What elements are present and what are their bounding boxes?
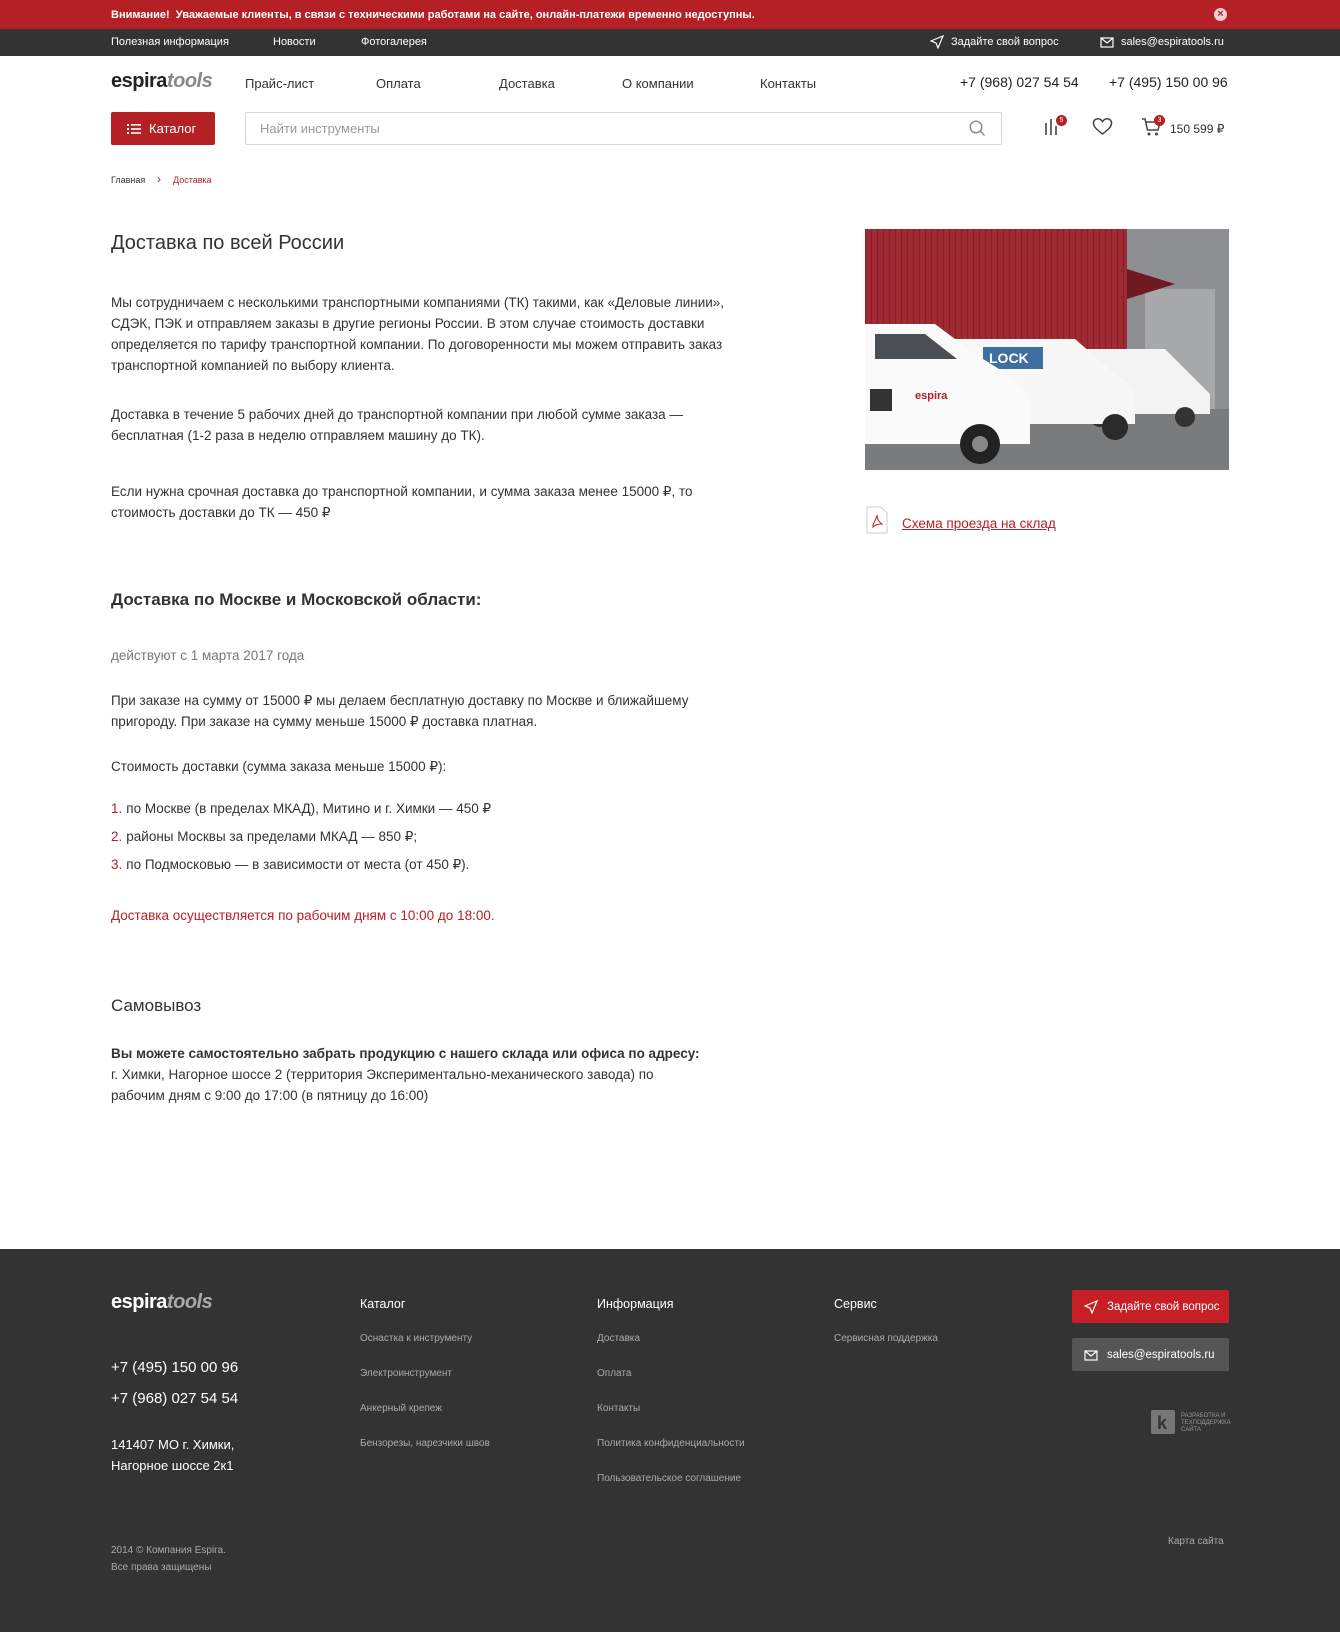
developer-text: РАЗРАБОТКА И ТЕХПОДДЕРЖКА САЙТА [1181, 1413, 1231, 1433]
nav-delivery[interactable]: Доставка [499, 76, 555, 91]
search-icon[interactable] [969, 120, 986, 137]
paragraph-pickup: Вы можете самостоятельно забрать продукцию с нашего склада или офиса по адресу: г. Химки, Нагорное шоссе 2 (территория Экспериментально-механического завода) по рабочим дням с 9:00 до 17:00 (в пятницу до 16:00) [111, 1046, 700, 1103]
cost-title: Стоимость доставки (сумма заказа меньше 15000 ₽): [111, 759, 447, 774]
topbar-email-link[interactable]: sales@espiratools.ru [1121, 36, 1224, 48]
nav-price-list[interactable]: Прайс-лист [245, 76, 315, 91]
menu-icon [127, 123, 141, 135]
developer-logo[interactable] [1151, 1410, 1175, 1439]
nav-about[interactable]: О компании [622, 76, 694, 91]
search-input[interactable] [245, 112, 1002, 145]
header-phone-1[interactable]: +7 (968) 027 54 54 [960, 74, 1079, 90]
send-icon [1084, 1300, 1098, 1314]
topbar-link-gallery[interactable]: Фотогалерея [361, 36, 427, 48]
scheme-link[interactable]: Схема проезда на склад [902, 516, 1056, 531]
footer-info-link[interactable]: Пользовательское соглашение [597, 1473, 742, 1484]
close-icon[interactable]: × [1214, 8, 1227, 21]
vans-illustration [865, 229, 1229, 470]
footer-address: 141407 МО г. Химки, Нагорное шоссе 2к1 [111, 1437, 235, 1473]
top-bar [0, 29, 1340, 56]
nav-contacts[interactable]: Контакты [760, 76, 817, 91]
footer-info-link[interactable]: Контакты [597, 1403, 641, 1414]
section-title-moscow: Доставка по Москве и Московской области: [111, 590, 482, 609]
mail-icon [1084, 1348, 1098, 1362]
footer-info-link[interactable]: Доставка [597, 1333, 640, 1344]
paragraph-carriers: Мы сотрудничаем с несколькими транспортными компаниями (ТК) такими, как «Деловые линии», СДЭК, ПЭК и отправляем заказы в другие регионы России. В этом случае стоимость доставки определяется по тарифу транспортной компании. По договоренности мы можем отправить заказ транспортной компанией по выбору клиента. [111, 295, 725, 373]
catalog-button-label: Каталог [149, 121, 197, 136]
section-title-pickup: Самовывоз [111, 996, 202, 1015]
footer-catalog-link[interactable]: Бензорезы, нарезчики швов [360, 1438, 490, 1449]
list-item: 3. по Подмосковью — в зависимости от места (от 450 ₽). [111, 857, 470, 872]
breadcrumb-separator: › [157, 172, 161, 186]
cost-list [111, 798, 491, 882]
paragraph-free-delivery: Доставка в течение 5 рабочих дней до транспортной компании при любой сумме заказа — бесплатная (1-2 раза в неделю отправляем машину до ТК). [111, 407, 683, 443]
list-item: 2. районы Москвы за пределами МКАД — 850 ₽; [111, 829, 418, 844]
paragraph-urgent: Если нужна срочная доставка до транспортной компании, и сумма заказа менее 15000 ₽, то стоимость доставки до ТК — 450 ₽ [111, 484, 693, 520]
breadcrumb-current: Доставка [173, 175, 212, 185]
footer-phone-2[interactable]: +7 (968) 027 54 54 [111, 1390, 239, 1407]
topbar-link-news[interactable]: Новости [273, 36, 316, 48]
copyright: 2014 © Компания Espira. Все права защищены [111, 1545, 226, 1573]
sitemap-link[interactable]: Карта сайта [1168, 1536, 1224, 1547]
since-date: действуют с 1 марта 2017 года [111, 648, 305, 663]
cart-sum[interactable]: 150 599 ₽ [1170, 122, 1225, 136]
topbar-link-info[interactable]: Полезная информация [111, 36, 229, 48]
alert-bar [0, 0, 1340, 29]
pdf-icon [865, 506, 889, 534]
footer-catalog-link[interactable]: Электроинструмент [360, 1368, 453, 1379]
mail-icon [1100, 35, 1114, 49]
footer [0, 1249, 1340, 1632]
footer-info-link[interactable]: Политика конфиденциальности [597, 1438, 745, 1449]
footer-info-title: Информация [597, 1297, 674, 1311]
heart-icon[interactable] [1092, 117, 1113, 137]
svg-text:k: k [1157, 1413, 1168, 1433]
alert-prefix: Внимание! [111, 8, 170, 21]
footer-email-button[interactable]: sales@espiratools.ru [1072, 1338, 1229, 1371]
header-phone-2[interactable]: +7 (495) 150 00 96 [1109, 74, 1228, 90]
footer-phone-1[interactable]: +7 (495) 150 00 96 [111, 1359, 239, 1376]
hours-note: Доставка осуществляется по рабочим дням с 10:00 до 18:00. [111, 908, 495, 923]
van-brand-text: espira [915, 390, 948, 402]
alert-text: Уважаемые клиенты, в связи с техническими работами на сайте, онлайн-платежи временно недоступны. [175, 8, 755, 21]
footer-catalog-link[interactable]: Оснастка к инструменту [360, 1333, 473, 1344]
list-item: 1. по Москве (в пределах МКАД), Митино и г. Химки — 450 ₽ [111, 801, 492, 816]
footer-service-title: Сервис [834, 1297, 877, 1311]
cart-badge: 3 [1154, 115, 1165, 126]
footer-catalog-title: Каталог [360, 1297, 406, 1311]
catalog-button[interactable] [111, 112, 215, 145]
send-icon [930, 35, 944, 49]
nav-payment[interactable]: Оплата [376, 76, 421, 91]
developer-logo-icon [1151, 1410, 1175, 1434]
footer-logo[interactable]: espiratools [111, 1291, 213, 1313]
paragraph-moscow: При заказе на сумму от 15000 ₽ мы делаем бесплатную доставку по Москве и ближайшему пригороду. При заказе на сумму меньше 15000 ₽ доставка платная. [111, 693, 689, 729]
van-lock-text: LOCK [989, 350, 1029, 366]
compare-badge: 5 [1056, 115, 1067, 126]
logo[interactable]: espiratools [111, 70, 213, 92]
page-title: Доставка по всей России [111, 232, 345, 254]
breadcrumb-home[interactable]: Главная [111, 175, 146, 185]
footer-info-link[interactable]: Оплата [597, 1368, 632, 1379]
delivery-photo [865, 229, 1229, 470]
footer-catalog-link[interactable]: Анкерный крепеж [360, 1403, 442, 1414]
footer-ask-button[interactable]: Задайте свой вопрос [1072, 1290, 1229, 1323]
footer-service-link[interactable]: Сервисная поддержка [834, 1333, 938, 1344]
topbar-ask-link[interactable]: Задайте свой вопрос [951, 36, 1059, 48]
